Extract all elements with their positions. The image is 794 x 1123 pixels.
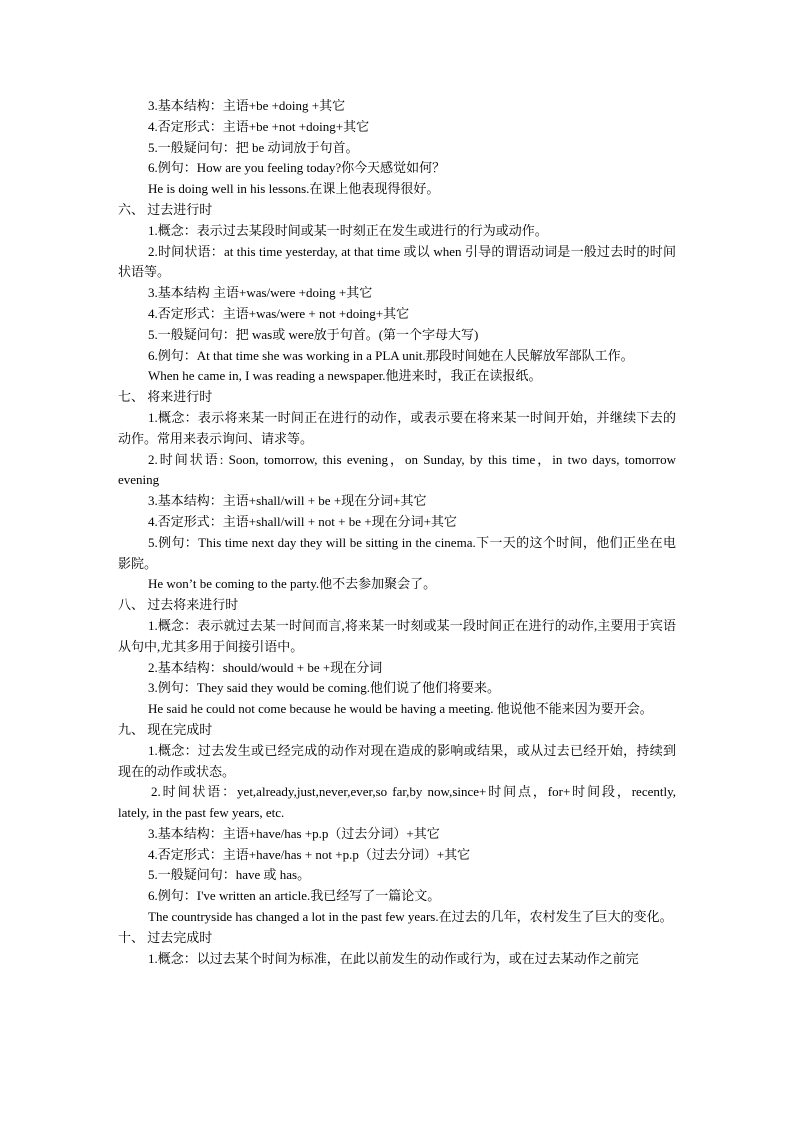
paragraph: 6.例句：How are you feeling today?你今天感觉如何？ — [148, 160, 446, 176]
paragraph: He won’t be coming to the party.他不去参加聚会了。 — [148, 576, 437, 592]
paragraph: The countryside has changed a lot in the past few years.在过去的几年，农村发生了巨大的变化。 — [148, 909, 673, 925]
paragraph: 5.一般疑问句：have 或 has。 — [148, 867, 311, 883]
paragraph: 5.一般疑问句：把 was或 were放于句首。(第一个字母大写) — [148, 326, 479, 342]
paragraph: 4.否定形式：主语+shall/will + not + be +现在分词+其它 — [148, 513, 457, 529]
paragraph: 1.概念：过去发生或已经完成的动作对现在造成的影响或结果，或从过去已经开始，持续到现在的动作或状态。 — [118, 742, 676, 779]
paragraph: 6.例句：At that time she was working in a PLA unit.那段时间她在人民解放军部队工作。 — [148, 347, 634, 363]
paragraph: 3.基本结构：主语+have/has +p.p（过去分词）+其它 — [148, 825, 440, 841]
paragraph: When he came in, I was reading a newspaper.他进来时，我正在读报纸。 — [148, 368, 542, 384]
paragraph: 4.否定形式：主语+have/has + not +p.p（过去分词）+其它 — [148, 846, 471, 862]
paragraph: 3.基本结构：主语+be +doing +其它 — [148, 98, 346, 113]
paragraph: 2.时间状语: Soon, tomorrow, this evening，on Sunday, by this time，in two days, tomorrow evening — [118, 451, 676, 488]
paragraph: 1.概念：表示就过去某一时间而言,将来某一时刻或某一段时间正在进行的动作,主要用于宾语从句中,尤其多用于间接引语中。 — [118, 617, 676, 654]
paragraph: 1.概念：以过去某个时间为标准，在此以前发生的动作或行为，或在过去某动作之前完 — [148, 950, 639, 966]
paragraph: 2.时间状语：yet,already,just,never,ever,so far,by now,since+时间点，for+时间段，recently, lately, in the past few years, etc. — [118, 784, 676, 821]
paragraph: 2.时间状语：at this time yesterday, at that time 或以 when 引导的谓语动词是一般过去时的时间状语等。 — [118, 243, 676, 280]
paragraph: 3.基本结构：主语+shall/will + be +现在分词+其它 — [148, 493, 427, 509]
paragraph: He said he could not come because he would be having a meeting. 他说他不能来因为要开会。 — [148, 701, 653, 717]
paragraph: 6.例句：I've written an article.我已经写了一篇论文。 — [148, 888, 441, 904]
paragraph: 3.例句：They said they would be coming.他们说了他们将要来。 — [148, 680, 501, 696]
paragraph: 5.一般疑问句：把 be 动词放于句首。 — [148, 139, 359, 155]
paragraph: 4.否定形式：主语+be +not +doing+其它 — [148, 118, 370, 134]
section-heading: 八、 过去将来进行时 — [118, 597, 239, 613]
document-body — [118, 96, 676, 969]
paragraph: 1.概念：表示过去某段时间或某一时刻正在发生或进行的行为或动作。 — [148, 222, 548, 238]
paragraph: 4.否定形式：主语+was/were + not +doing+其它 — [148, 305, 410, 321]
paragraph: 1.概念：表示将来某一时间正在进行的动作，或表示要在将来某一时间开始，并继续下去的动作。常用来表示询问、请求等。 — [118, 409, 676, 446]
section-heading: 七、 将来进行时 — [118, 389, 213, 405]
section-heading: 六、 过去进行时 — [118, 201, 213, 217]
paragraph: 5.例句：This time next day they will be sitting in the cinema.下一天的这个时间，他们正坐在电影院。 — [118, 534, 676, 571]
paragraph: 2.基本结构：should/would + be +现在分词 — [148, 659, 383, 675]
paragraph: He is doing well in his lessons.在课上他表现得很好。 — [148, 181, 440, 197]
section-heading: 十、 过去完成时 — [118, 929, 213, 945]
paragraph: 3.基本结构 主语+was/were +doing +其它 — [148, 285, 373, 301]
section-heading: 九、 现在完成时 — [118, 721, 213, 737]
